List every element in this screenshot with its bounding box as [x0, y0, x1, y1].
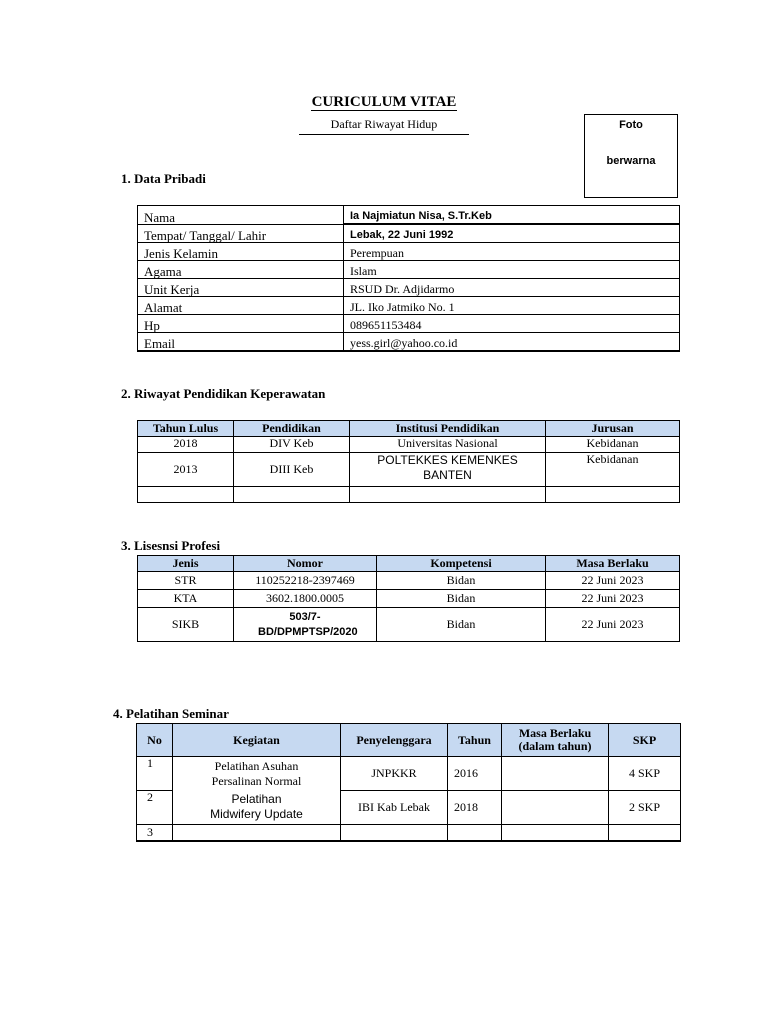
table-row	[138, 487, 680, 503]
label-cell: Jenis Kelamin	[138, 243, 344, 261]
table-cell: 2 SKP	[609, 791, 681, 825]
table-cell: Pelatihan Midwifery Update	[173, 791, 341, 825]
column-header: Nomor	[234, 556, 377, 572]
table-row	[138, 590, 680, 608]
table-cell: JNPKKR	[341, 757, 448, 791]
table-row	[138, 437, 680, 453]
value-cell: JL. Iko Jatmiko No. 1	[344, 297, 680, 315]
table-row	[137, 791, 681, 825]
table-cell: Pelatihan Asuhan Persalinan Normal	[173, 757, 341, 791]
column-header: Masa Berlaku (dalam tahun)	[502, 724, 609, 757]
table-cell	[502, 791, 609, 825]
table-cell: KTA	[138, 590, 234, 608]
table-cell	[502, 757, 609, 791]
value-cell: Perempuan	[344, 243, 680, 261]
table-row	[138, 261, 680, 279]
table-row	[138, 224, 680, 243]
document-subtitle: Daftar Riwayat Hidup	[299, 117, 469, 135]
table-cell: STR	[138, 572, 234, 590]
table-cell: 4 SKP	[609, 757, 681, 791]
table-header-row	[138, 556, 680, 572]
table-row	[138, 279, 680, 297]
table-row	[138, 333, 680, 352]
column-header: Jurusan	[546, 421, 680, 437]
education-table	[137, 420, 680, 503]
column-header: Jenis	[138, 556, 234, 572]
table-cell: Bidan	[377, 608, 546, 642]
table-cell	[341, 825, 448, 841]
column-header: Kegiatan	[173, 724, 341, 757]
license-table	[137, 555, 680, 642]
label-cell: Agama	[138, 261, 344, 279]
table-cell: Kebidanan	[546, 453, 680, 487]
table-cell	[138, 487, 234, 503]
table-cell	[546, 487, 680, 503]
table-row	[137, 757, 681, 791]
table-cell: Kebidanan	[546, 437, 680, 453]
column-header: Masa Berlaku	[546, 556, 680, 572]
value-cell: 089651153484	[344, 315, 680, 333]
value-cell: RSUD Dr. Adjidarmo	[344, 279, 680, 297]
table-header-row	[138, 421, 680, 437]
table-cell: 2018	[138, 437, 234, 453]
personal-data-table	[137, 205, 680, 352]
table-cell: 2016	[448, 757, 502, 791]
column-header: SKP	[609, 724, 681, 757]
column-header: Pendidikan	[234, 421, 350, 437]
column-header: No	[137, 724, 173, 757]
table-cell: 2	[137, 791, 173, 825]
table-cell: Bidan	[377, 572, 546, 590]
table-cell: POLTEKKES KEMENKES BANTEN	[350, 453, 546, 487]
section-heading-data-pribadi: 1. Data Pribadi	[121, 171, 206, 186]
table-cell	[234, 487, 350, 503]
label-cell: Hp	[138, 315, 344, 333]
table-cell	[448, 825, 502, 841]
table-cell: 22 Juni 2023	[546, 590, 680, 608]
table-cell	[502, 825, 609, 841]
value-cell: Ia Najmiatun Nisa, S.Tr.Keb	[344, 206, 680, 225]
photo-label-line1: Foto	[619, 119, 643, 131]
table-cell: 503/7-BD/DPMPTSP/2020	[234, 608, 377, 642]
column-header: Penyelenggara	[341, 724, 448, 757]
table-header-row	[137, 724, 681, 757]
table-cell: DIII Keb	[234, 453, 350, 487]
table-cell: 110252218-2397469	[234, 572, 377, 590]
table-cell: DIV Keb	[234, 437, 350, 453]
table-cell: 22 Juni 2023	[546, 608, 680, 642]
table-row	[138, 315, 680, 333]
document-title: CURICULUM VITAE	[311, 94, 457, 110]
table-cell: Bidan	[377, 590, 546, 608]
column-header: Institusi Pendidikan	[350, 421, 546, 437]
table-row	[138, 243, 680, 261]
section-heading-pendidikan: 2. Riwayat Pendidikan Keperawatan	[121, 386, 326, 401]
column-header: Tahun	[448, 724, 502, 757]
photo-label-line2: berwarna	[606, 155, 656, 167]
value-cell: Islam	[344, 261, 680, 279]
training-table	[136, 723, 681, 842]
table-row	[138, 608, 680, 642]
column-header: Tahun Lulus	[138, 421, 234, 437]
section-heading-pelatihan: 4. Pelatihan Seminar	[113, 706, 229, 721]
table-row	[137, 825, 681, 841]
table-row	[138, 206, 680, 225]
column-header: Kompetensi	[377, 556, 546, 572]
section-heading-lisensi: 3. Lisesnsi Profesi	[121, 538, 221, 553]
table-cell: SIKB	[138, 608, 234, 642]
label-cell: Alamat	[138, 297, 344, 315]
table-cell: 2013	[138, 453, 234, 487]
table-cell: 2018	[448, 791, 502, 825]
label-cell: Nama	[138, 206, 344, 225]
table-row	[138, 572, 680, 590]
table-row	[138, 453, 680, 487]
label-cell: Tempat/ Tanggal/ Lahir	[138, 224, 344, 243]
value-cell: yess.girl@yahoo.co.id	[344, 333, 680, 352]
table-cell: 1	[137, 757, 173, 791]
value-cell: Lebak, 22 Juni 1992	[344, 224, 680, 243]
label-cell: Unit Kerja	[138, 279, 344, 297]
table-cell	[173, 825, 341, 841]
table-cell	[609, 825, 681, 841]
table-cell: Universitas Nasional	[350, 437, 546, 453]
table-cell: 3	[137, 825, 173, 841]
table-cell: IBI Kab Lebak	[341, 791, 448, 825]
table-cell	[350, 487, 546, 503]
table-cell: 22 Juni 2023	[546, 572, 680, 590]
table-cell: 3602.1800.0005	[234, 590, 377, 608]
label-cell: Email	[138, 333, 344, 352]
table-row	[138, 297, 680, 315]
photo-placeholder	[584, 114, 678, 198]
